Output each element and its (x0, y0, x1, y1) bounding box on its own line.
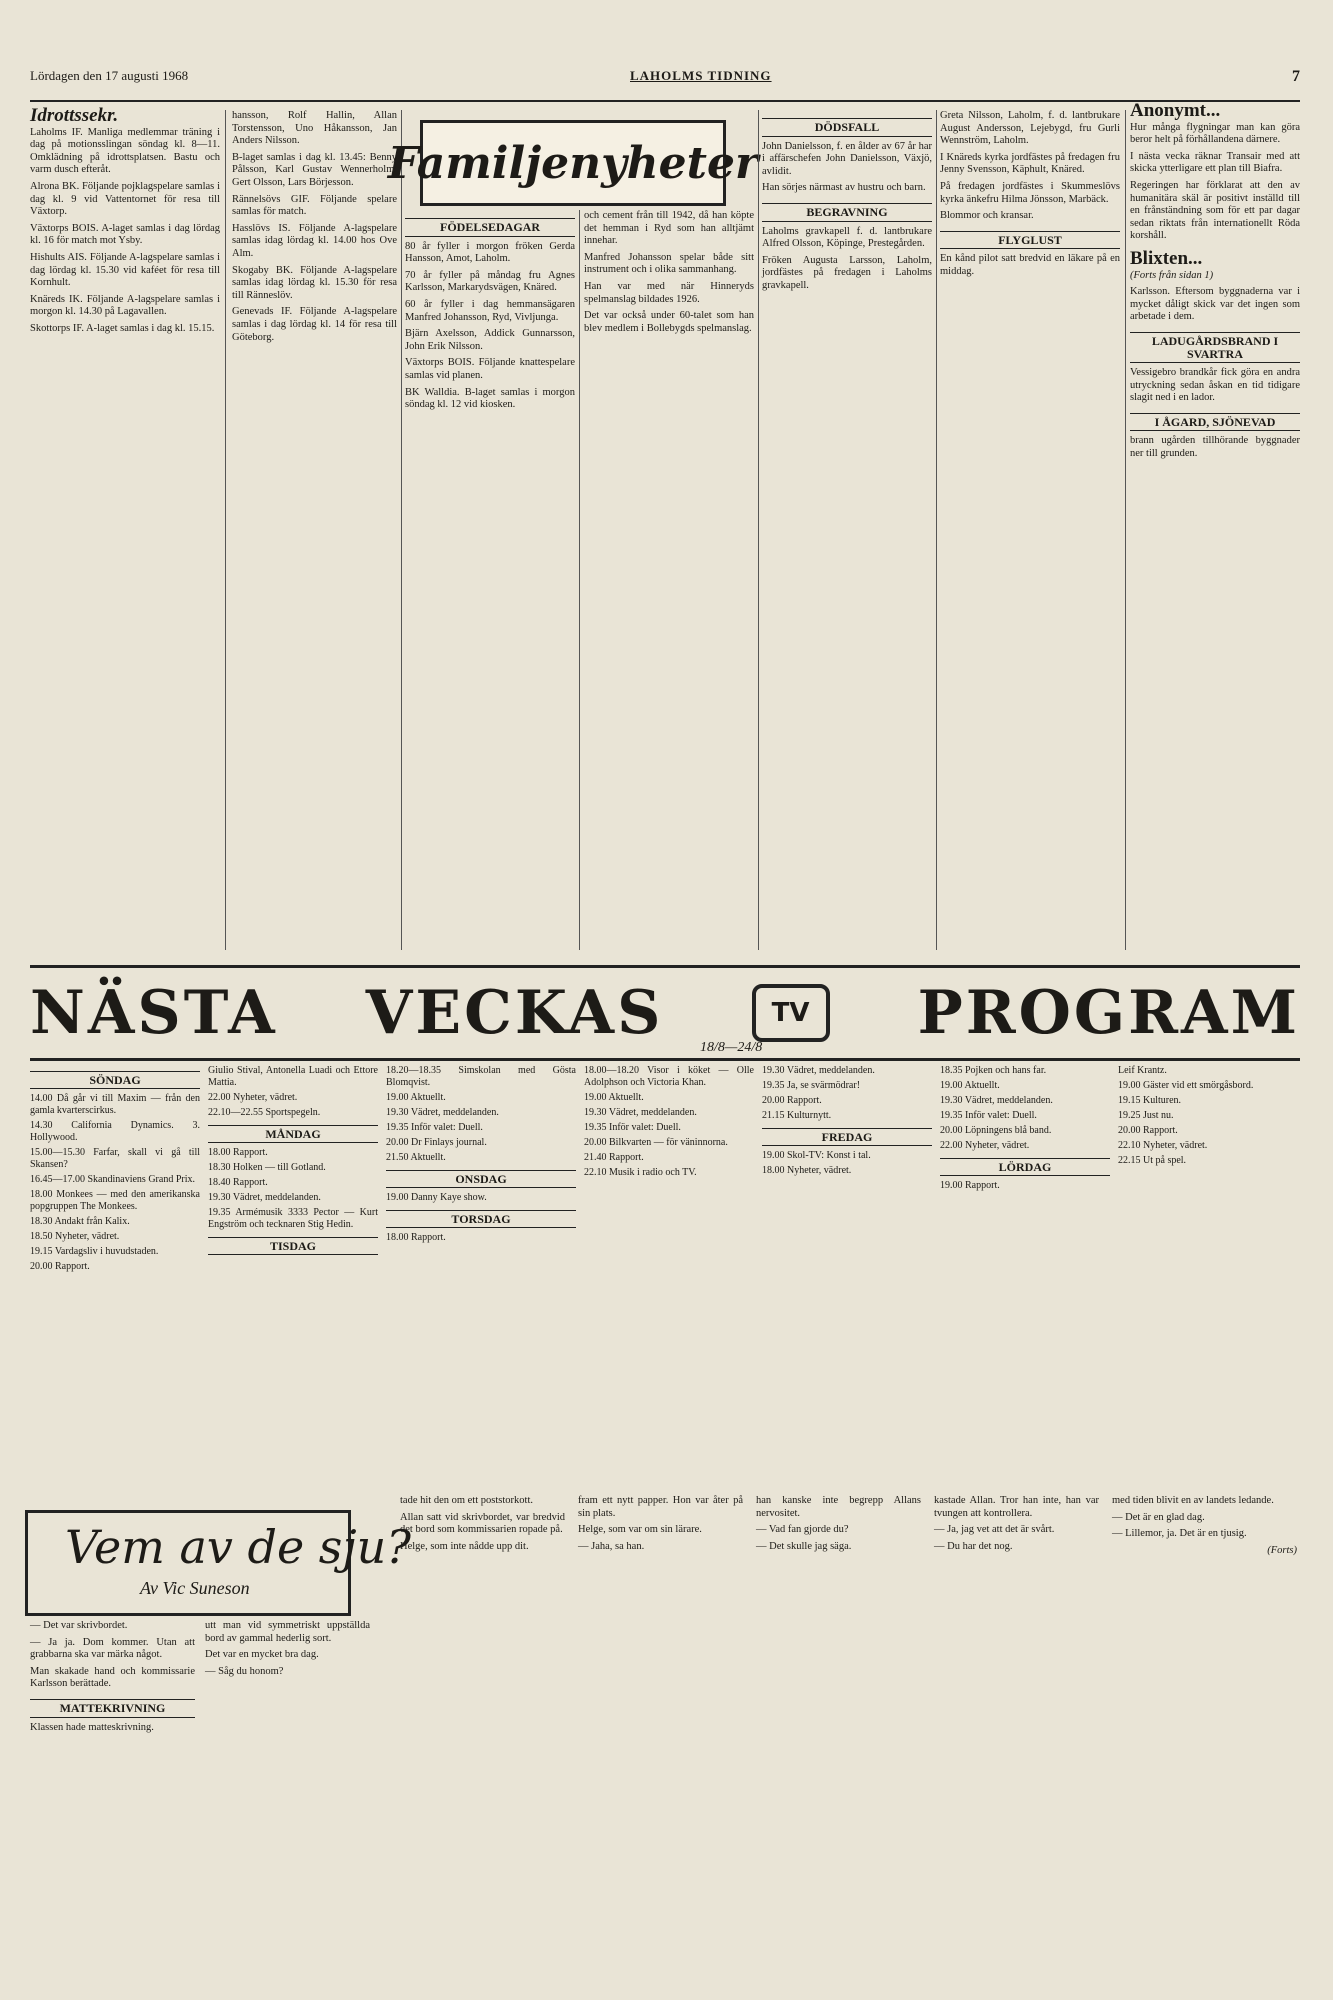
story-paragraph: Klassen hade matteskrivning. (30, 1721, 154, 1733)
tv-listing: 18.50 Nyheter, vädret. (30, 1231, 120, 1242)
article-paragraph: brann ugården tillhörande byggnader ner till grunden. (1130, 435, 1300, 460)
story-paragraph: — Du har det nog. (934, 1540, 1013, 1552)
story-paragraph: — Vad fan gjorde du? (756, 1524, 849, 1536)
story-column-3 (400, 1495, 565, 1557)
tv-listing: 19.00 Danny Kaye show. (386, 1192, 487, 1203)
article-paragraph: och cement från till 1942, då han köpte det hemman i Ryd som han alltjämt innehar. (584, 210, 754, 247)
column-heading: Idrottssekr. (30, 105, 119, 126)
tv-listing: 18.00 Nyheter, vädret. (762, 1165, 852, 1176)
newspaper-name: LAHOLMS TIDNING (630, 68, 772, 83)
article-paragraph: Vessigebro brandkår fick göra en andra utryckning sedan åskan en tid tidigare slagit ned i en lador. (1130, 367, 1300, 404)
article-paragraph: Greta Nilsson, Laholm, f. d. lantbrukare August Andersson, Lejebygd, fru Gurli Wennström, Laholm. (940, 110, 1120, 147)
tv-listing: 18.00 Monkees — med den amerikanska popgruppen The Monkees. (30, 1189, 200, 1212)
title-word: NÄSTA (30, 978, 278, 1048)
tv-listing: 18.00 Rapport. (386, 1232, 446, 1243)
column-heading: Blixten... (1130, 247, 1203, 269)
section-heading: BEGRAVNING (762, 203, 932, 222)
tv-listing: 19.00 Gäster vid ett smörgåsbord. (1118, 1080, 1254, 1091)
article-paragraph: Skottorps IF. A-laget samlas i dag kl. 15.15. (30, 322, 215, 334)
article-paragraph: Växtorps BOIS. Följande knattespelare samlas vid planen. (405, 357, 575, 381)
day-heading: TISDAG (208, 1237, 378, 1255)
tv-listing: 19.00 Aktuellt. (584, 1092, 644, 1103)
article-paragraph: Hasslövs IS. Följande A-lagspelare samlas idag lördag kl. 14.00 hos Ove Alm. (232, 222, 397, 259)
tv-listing: 20.00 Löpningens blå band. (940, 1125, 1052, 1136)
article-paragraph: 80 år fyller i morgon fröken Gerda Hansson, Amot, Laholm. (405, 240, 575, 265)
title-word: VECKAS (365, 978, 664, 1048)
page-number: 7 (1292, 68, 1300, 85)
story-paragraph: med tiden blivit en av landets ledande. (1112, 1495, 1274, 1506)
tv-listing: 19.30 Vädret, meddelanden. (386, 1107, 499, 1118)
section-heading: DÖDSFALL (762, 118, 932, 137)
tv-listing: 19.00 Aktuellt. (940, 1080, 1000, 1091)
tv-listing: 19.00 Rapport. (940, 1180, 1000, 1191)
tv-listing: 15.00—15.30 Farfar, skall vi gå till Skansen? (30, 1147, 200, 1170)
tv-listing: 19.30 Vädret, meddelanden. (940, 1095, 1053, 1106)
issue-date: Lördagen den 17 augusti 1968 (30, 68, 189, 83)
story-paragraph: han kanske inte begrepp Allans nervositet. (756, 1495, 921, 1519)
date-range: 18/8—24/8 (700, 1040, 763, 1055)
story-title: Vem av de sju? (65, 1520, 411, 1574)
tv-listing: 22.15 Ut på spel. (1118, 1155, 1187, 1166)
story-paragraph: Det var en mycket bra dag. (205, 1649, 319, 1661)
tv-column-3 (386, 1065, 576, 1247)
tv-listing: 18.20—18.35 Simskolan med Gösta Blomqvist. (386, 1065, 576, 1088)
article-paragraph: Karlsson. Eftersom byggnaderna var i mycket dåligt skick var det ingen som arbetade i dem. (1130, 286, 1300, 323)
story-paragraph: Helge, som inte nådde upp dit. (400, 1540, 529, 1552)
tv-listing: 20.00 Rapport. (1118, 1125, 1178, 1136)
story-paragraph: tade hit den om ett poststorkott. (400, 1495, 533, 1506)
column-rule (758, 110, 759, 950)
article-paragraph: Hur många flygningar man kan göra beror helt på förhållandena därnere. (1130, 121, 1300, 146)
article-paragraph: 60 år fyller i dag hemmansägaren Manfred Johansson, Ryd, Vivljunga. (405, 298, 575, 323)
article-paragraph: Regeringen har förklarat att den av humanitära skäl är positivt inställd till en frånständning som för ett par dagar sedan riktats från internationellt Röda korshåll. (1130, 179, 1300, 242)
story-column-7 (1112, 1495, 1297, 1561)
sports-column-1 (30, 105, 220, 340)
section-heading: MATTEKRIVNING (30, 1699, 195, 1718)
tv-listing: 19.35 Armémusik 3333 Pector — Kurt Engström och tecknaren Stig Hedin. (208, 1207, 378, 1230)
article-paragraph: Knäreds IK. Följande A-lagspelare samlas i morgon kl. 14.30 på Lagavallen. (30, 293, 220, 318)
story-paragraph: — Ja ja. Dom kommer. Utan att grabbarna ska var märka något. (30, 1636, 195, 1661)
story-paragraph: — Det skulle jag säga. (756, 1540, 852, 1552)
section-heading: I ÅGARD, SJÖNEVAD (1130, 413, 1300, 432)
column-rule (936, 110, 937, 950)
story-byline: Av Vic Suneson (140, 1578, 250, 1598)
banner-title: Familjenyheter (387, 137, 759, 189)
story-paragraph: — Det var skrivbordet. (30, 1620, 128, 1631)
tv-listing: 22.10 Nyheter, vädret. (1118, 1140, 1208, 1151)
tv-column-1 (30, 1065, 200, 1276)
tv-listing: 18.30 Holken — till Gotland. (208, 1162, 326, 1173)
article-paragraph: På fredagen jordfästes i Skummeslövs kyrka änkefru Hilma Jönsson, Marbäck. (940, 180, 1120, 205)
article-paragraph: Skogaby BK. Följande A-lagspelare samlas idag lördag kl. 15.30 för resa till Ränneslöv. (232, 264, 397, 301)
story-column-4 (578, 1495, 743, 1557)
article-paragraph: Laholms gravkapell f. d. lantbrukare Alfred Olsson, Köpinge, Prestegården. (762, 225, 932, 250)
section-heading: LADUGÅRDSBRAND I SVARTRA (1130, 332, 1300, 363)
tv-listing: 22.00 Nyheter, vädret. (940, 1140, 1030, 1151)
family-news-banner (387, 120, 759, 206)
tv-listing: 16.45—17.00 Skandinaviens Grand Prix. (30, 1174, 195, 1185)
section-heading: FLYGLUST (940, 231, 1120, 250)
tv-column-2 (208, 1065, 378, 1259)
tv-column-5 (762, 1065, 932, 1180)
story-column-2 (205, 1620, 370, 1682)
tv-listing: 22.10 Musik i radio och TV. (584, 1167, 697, 1178)
tv-listing: 19.30 Vädret, meddelanden. (208, 1192, 321, 1203)
tv-listing: 19.25 Just nu. (1118, 1110, 1174, 1121)
column-rule (579, 210, 580, 950)
story-paragraph: — Jaha, sa han. (578, 1540, 645, 1552)
tv-listing: 19.00 Skol-TV: Konst i tal. (762, 1150, 871, 1161)
tv-listing: 22.00 Nyheter, vädret. (208, 1092, 298, 1103)
masthead (30, 60, 1300, 102)
column-rule (225, 110, 226, 950)
obituary-column (762, 110, 932, 297)
article-paragraph: Bjärn Axelsson, Addick Gunnarsson, John Erik Nilsson. (405, 328, 575, 352)
article-paragraph: Han var med när Hinneryds spelmanslag bildades 1926. (584, 280, 754, 305)
tv-listing: 19.00 Aktuellt. (386, 1092, 446, 1103)
section-heading: FÖDELSEDAGAR (405, 218, 575, 237)
tv-listing: 19.35 Inför valet: Duell. (386, 1122, 483, 1133)
continuation-note: (Forts från sidan 1) (1130, 269, 1214, 281)
article-paragraph: BK Walldia. B-laget samlas i morgon söndag kl. 12 vid kiosken. (405, 386, 575, 411)
tv-column-4 (584, 1065, 754, 1182)
tv-listing: 19.35 Inför valet: Duell. (584, 1122, 681, 1133)
story-column-5 (756, 1495, 921, 1557)
day-heading: SÖNDAG (30, 1071, 200, 1089)
day-heading: ONSDAG (386, 1170, 576, 1188)
story-paragraph: fram ett nytt papper. Hon var åter på sin plats. (578, 1495, 743, 1519)
article-paragraph: Manfred Johansson spelar både sitt instrument och i olika sammanhang. (584, 251, 754, 276)
article-paragraph: 70 år fyller på måndag fru Agnes Karlsson, Markarydsvägen, Knäred. (405, 269, 575, 294)
article-paragraph: I Knäreds kyrka jordfästes på fredagen fru Jenny Svensson, Käphult, Knäred. (940, 151, 1120, 176)
anonymous-column (1130, 100, 1300, 465)
title-word: PROGRAM (917, 978, 1300, 1048)
tv-listing: 14.00 Då går vi till Maxim — från den gamla kvarterscirkus. (30, 1093, 200, 1116)
tv-listing: 18.00—18.20 Visor i köket — Olle Adolphson och Victoria Khan. (584, 1065, 754, 1088)
tv-listing: 21.50 Aktuellt. (386, 1152, 446, 1163)
tv-listing: 19.30 Vädret, meddelanden. (584, 1107, 697, 1118)
article-paragraph: B-laget samlas i dag kl. 13.45: Benny Pålsson, Karl Gustav Wennerholm, Gert Olsson, Lars Börjesson. (232, 151, 397, 188)
tv-logo-icon: TV (752, 984, 830, 1042)
day-heading: LÖRDAG (940, 1158, 1110, 1176)
article-paragraph: Hishults AIS. Följande A-lagspelare samlas i dag lördag kl. 15.30 vid kaféet för resa till Kornhult. (30, 251, 220, 289)
day-heading: FREDAG (762, 1128, 932, 1146)
tv-listing: 20.00 Bilkvarten — för väninnorna. (584, 1137, 728, 1148)
tv-listing: 21.40 Rapport. (584, 1152, 644, 1163)
tv-listing: 18.35 Pojken och hans far. (940, 1065, 1047, 1076)
tv-listing: 14.30 California Dynamics. 3. Hollywood. (30, 1120, 200, 1143)
story-paragraph: utt man vid symmetriskt uppställda bord av gammal hederlig sort. (205, 1620, 370, 1644)
column-rule (401, 110, 402, 950)
article-paragraph: John Danielsson, f. en ålder av 67 år har i affärschefen John Danielsson, Växjö, avlidit. (762, 140, 932, 177)
tv-listing: 18.00 Rapport. (208, 1147, 268, 1158)
funeral-column (940, 110, 1120, 283)
article-paragraph: Laholms IF. Manliga medlemmar träning i dag på motionsslingan söndag kl. 8—11. Omklädning på idrottsplatsen. Bastu och varm dusch efteråt. (30, 126, 220, 176)
story-column-6 (934, 1495, 1099, 1557)
column-heading: Anonymt... (1130, 100, 1221, 121)
tv-program-title (30, 965, 1300, 1061)
article-paragraph: I nästa vecka räknar Transair med att skicka ytterligare ett plan till Biafra. (1130, 150, 1300, 175)
story-paragraph: — Lillemor, ja. Det är en tjusig. (1112, 1528, 1247, 1540)
story-paragraph: kastade Allan. Tror han inte, han var tvungen att kontrollera. (934, 1495, 1099, 1519)
birthday-column (584, 210, 754, 339)
sports-column-2 (232, 110, 397, 348)
article-paragraph: hansson, Rolf Hallin, Allan Torstensson, Uno Håkansson, Jan Anders Nilsson. (232, 110, 397, 147)
tv-listing: 19.35 Inför valet: Duell. (940, 1110, 1037, 1121)
story-paragraph: Allan satt vid skrivbordet, var bredvid det bord som kommissarien ropade på. (400, 1511, 565, 1536)
tv-listing: 18.40 Rapport. (208, 1177, 268, 1188)
tv-column-6 (940, 1065, 1110, 1195)
tv-listing: 21.15 Kulturnytt. (762, 1110, 832, 1121)
tv-listing: 20.00 Dr Finlays journal. (386, 1137, 487, 1148)
column-rule (1125, 110, 1126, 950)
story-paragraph: — Det är en glad dag. (1112, 1511, 1205, 1523)
article-paragraph: Rännelsövs GIF. Följande spelare samlas för match. (232, 193, 397, 218)
tv-listing: Leif Krantz. (1118, 1065, 1167, 1076)
article-paragraph: Det var också under 60-talet som han blev medlem i Bollebygds spelmanslag. (584, 310, 754, 334)
article-paragraph: Alrona BK. Följande pojklagspelare samlas i dag kl. 9 vid Vattentornet för resa till Växtorp. (30, 180, 220, 218)
tv-listing: 19.30 Vädret, meddelanden. (762, 1065, 875, 1076)
tv-listing: 20.00 Rapport. (30, 1261, 90, 1272)
continuation-note: (Forts) (1267, 1544, 1297, 1556)
tv-listing: 19.15 Vardagsliv i huvudstaden. (30, 1246, 159, 1257)
story-paragraph: Helge, som var om sin lärare. (578, 1524, 702, 1536)
tv-column-7 (1118, 1065, 1298, 1170)
tv-listing: 22.10—22.55 Sportspegeln. (208, 1107, 321, 1118)
tv-listing: 20.00 Rapport. (762, 1095, 822, 1106)
tv-listing: 19.15 Kulturen. (1118, 1095, 1182, 1106)
family-column (405, 210, 575, 416)
article-paragraph: Han sörjes närmast av hustru och barn. (762, 182, 926, 194)
article-paragraph: Fröken Augusta Larsson, Laholm, jordfästes på fredagen i Laholms gravkapell. (762, 254, 932, 291)
story-paragraph: — Såg du honom? (205, 1665, 284, 1677)
story-paragraph: — Ja, jag vet att det är svårt. (934, 1524, 1055, 1536)
day-heading: MÅNDAG (208, 1125, 378, 1143)
tv-listing: Giulio Stival, Antonella Luadi och Ettore Mattia. (208, 1065, 378, 1088)
article-paragraph: Växtorps BOIS. A-laget samlas i dag lördag kl. 16 för match mot Ysby. (30, 222, 220, 247)
tv-listing: 18.30 Andakt från Kalix. (30, 1216, 130, 1227)
story-column-1 (30, 1620, 195, 1738)
story-paragraph: Man skakade hand och kommissarie Karlsson berättade. (30, 1665, 195, 1690)
day-heading: TORSDAG (386, 1210, 576, 1228)
article-paragraph: Blommor och kransar. (940, 210, 1034, 222)
article-paragraph: En kånd pilot satt bredvid en läkare på en middag. (940, 253, 1120, 277)
tv-listing: 19.35 Ja, se svärmödrar! (762, 1080, 861, 1091)
article-paragraph: Genevads IF. Följande A-lagspelare samlas i dag lördag kl. 14 för resa till Göteborg. (232, 306, 397, 343)
